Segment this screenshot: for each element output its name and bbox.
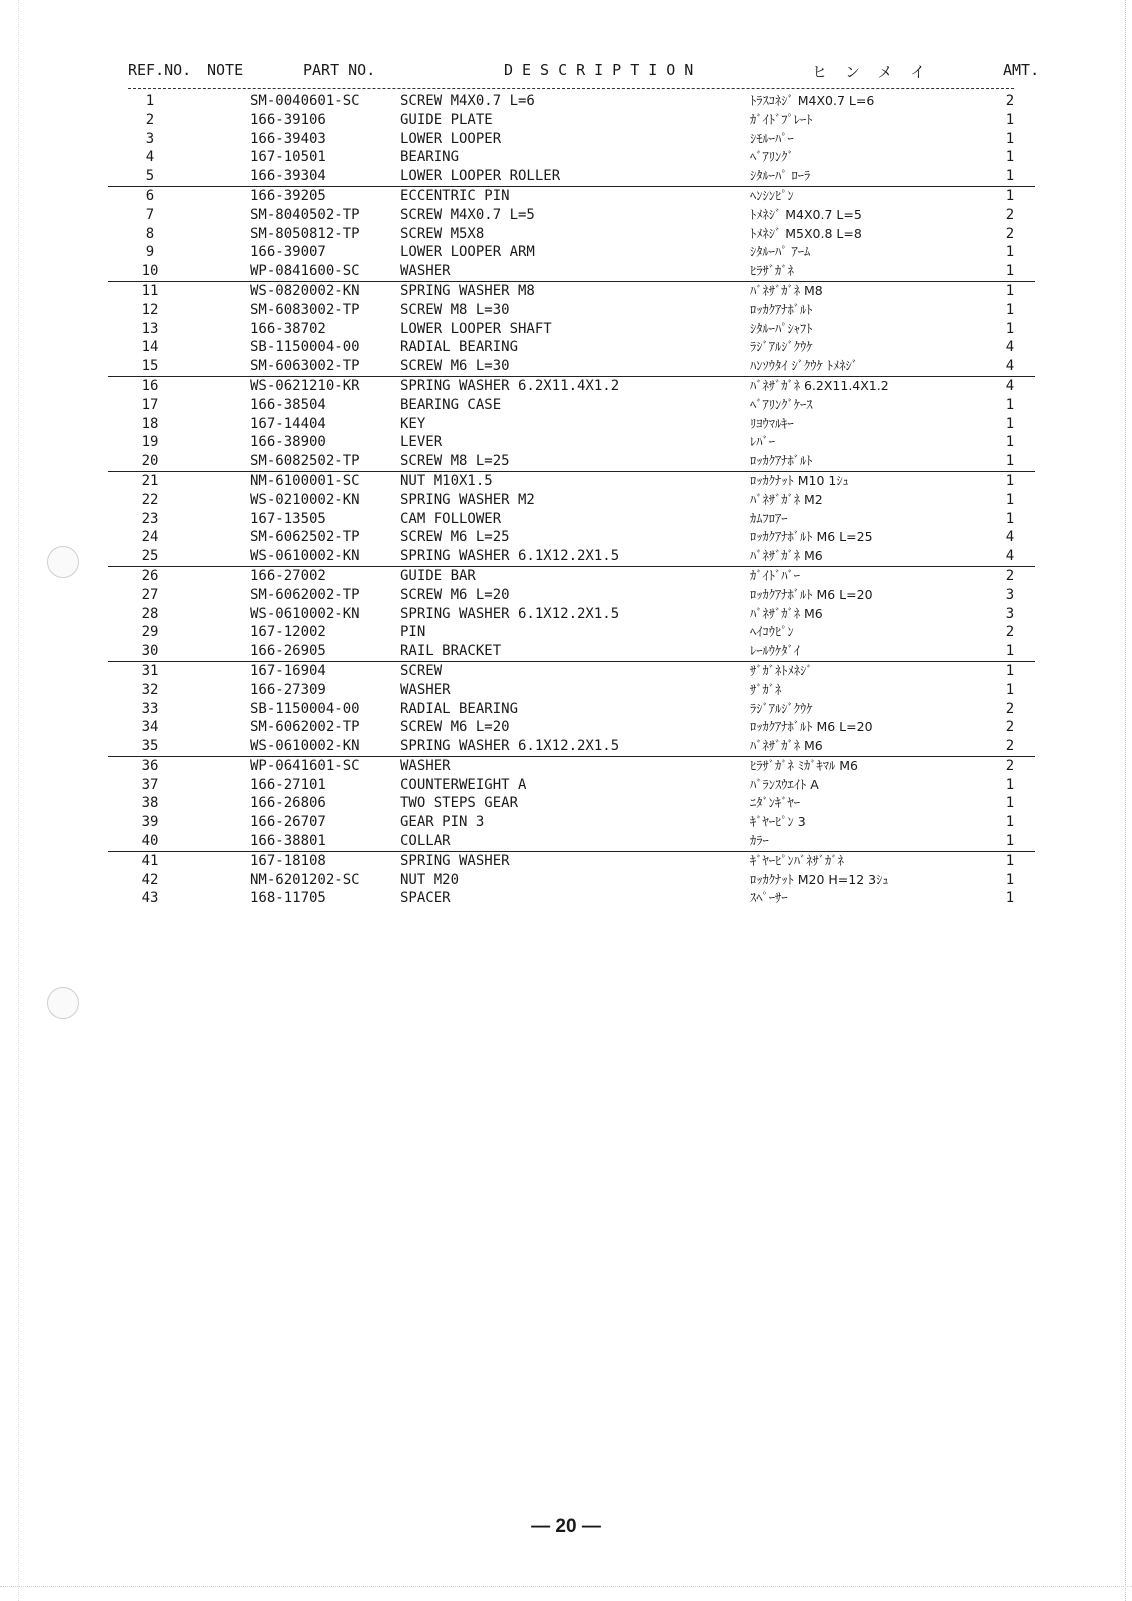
amt-cell: 2 <box>1005 206 1015 223</box>
amt-cell: 1 <box>1005 871 1015 888</box>
kana-cell: ﾄﾒﾈｼﾞ M4X0.7 L=5 <box>750 206 862 222</box>
ref-no-cell: 35 <box>141 738 159 755</box>
amt-cell: 1 <box>1005 168 1015 185</box>
amt-cell: 1 <box>1005 282 1015 299</box>
description-cell: SPACER <box>400 890 451 907</box>
part-no-cell: NM-6201202-SC <box>250 871 360 888</box>
description-cell: ECCENTRIC PIN <box>400 187 510 204</box>
kana-cell: ﾄﾗｽｺﾈｼﾞ M4X0.7 L=6 <box>750 93 875 108</box>
description-cell: SPRING WASHER M8 <box>400 282 535 299</box>
ref-no-cell: 13 <box>141 320 159 337</box>
part-no-cell: 167-10501 <box>250 149 326 166</box>
amt-cell: 4 <box>1005 377 1015 394</box>
kana-cell: ﾊﾞﾈｻﾞｶﾞﾈ M2 <box>750 491 823 507</box>
part-no-cell: 166-26806 <box>250 795 326 812</box>
header-ref-no: REF.NO. <box>128 61 192 79</box>
table-row <box>0 662 1132 681</box>
kana-cell: ﾊﾞﾈｻﾞｶﾞﾈ M8 <box>750 282 823 298</box>
part-no-cell: 166-27309 <box>250 681 326 698</box>
ref-no-cell: 4 <box>145 149 155 166</box>
kana-cell: ﾍﾞｱﾘﾝｸﾞｹｰｽ <box>750 396 813 412</box>
ref-no-cell: 5 <box>145 168 155 185</box>
part-no-cell: 167-12002 <box>250 624 326 641</box>
ref-no-cell: 23 <box>141 510 159 527</box>
ref-no-cell: 28 <box>141 605 159 622</box>
part-no-cell: 166-26707 <box>250 814 326 831</box>
punch-hole <box>47 987 79 1019</box>
amt-cell: 1 <box>1005 111 1015 128</box>
table-row <box>0 472 1132 491</box>
amt-cell: 1 <box>1005 833 1015 850</box>
amt-cell: 1 <box>1005 795 1015 812</box>
description-cell: KEY <box>400 415 426 432</box>
description-cell: CAM FOLLOWER <box>400 510 502 527</box>
table-row <box>0 757 1132 776</box>
description-cell: LOWER LOOPER SHAFT <box>400 320 552 337</box>
ref-no-cell: 29 <box>141 624 159 641</box>
description-cell: COUNTERWEIGHT A <box>400 776 527 793</box>
table-row <box>0 510 1132 529</box>
part-no-cell: 167-13505 <box>250 510 326 527</box>
kana-cell: ｼﾀﾙｰﾊﾟ ｱｰﾑ <box>750 244 811 260</box>
table-row <box>0 225 1132 244</box>
description-cell: WASHER <box>400 757 451 774</box>
table-row <box>0 871 1132 890</box>
kana-cell: ﾆﾀﾞﾝｷﾞﾔｰ <box>750 795 801 811</box>
description-cell: GEAR PIN 3 <box>400 814 485 831</box>
part-no-cell: SM-6082502-TP <box>250 453 360 470</box>
part-no-cell: SM-6062002-TP <box>250 586 360 603</box>
description-cell: WASHER <box>400 681 451 698</box>
kana-cell: ﾊﾝｿｳﾀｲ ｼﾞｸｳｹ ﾄﾒﾈｼﾞ <box>750 358 858 374</box>
part-no-cell: 166-38504 <box>250 396 326 413</box>
description-cell: LOWER LOOPER ROLLER <box>400 168 561 185</box>
part-no-cell: WS-0610002-KN <box>250 605 360 622</box>
amt-cell: 3 <box>1005 605 1015 622</box>
amt-cell: 2 <box>1005 225 1015 242</box>
part-no-cell: WS-0621210-KR <box>250 377 360 394</box>
kana-cell: ﾊﾞﾈｻﾞｶﾞﾈ 6.2X11.4X1.2 <box>750 377 889 393</box>
ref-no-cell: 15 <box>141 358 159 375</box>
amt-cell: 1 <box>1005 301 1015 318</box>
description-cell: SPRING WASHER 6.1X12.2X1.5 <box>400 548 620 565</box>
table-row <box>0 338 1132 357</box>
kana-cell: ﾘﾖｳﾏﾙｷｰ <box>750 415 794 431</box>
table-row <box>0 148 1132 167</box>
part-no-cell: 166-39403 <box>250 130 326 147</box>
page-number: — 20 — <box>531 1516 601 1537</box>
ref-no-cell: 24 <box>141 529 159 546</box>
table-row <box>0 794 1132 813</box>
description-cell: SPRING WASHER <box>400 852 510 869</box>
description-cell: PIN <box>400 624 426 641</box>
description-cell: WASHER <box>400 263 451 280</box>
description-cell: SCREW M4X0.7 L=6 <box>400 93 535 109</box>
amt-cell: 1 <box>1005 643 1015 660</box>
kana-cell: ﾛｯｶｸｱﾅﾎﾞﾙﾄ M6 L=20 <box>750 719 873 735</box>
kana-cell: ﾋﾗｻﾞｶﾞﾈ ﾐｶﾞｷﾏﾙ M6 <box>750 757 858 773</box>
table-row <box>0 301 1132 320</box>
table-row <box>0 187 1132 206</box>
table-row <box>0 111 1132 130</box>
ref-no-cell: 22 <box>141 491 159 508</box>
ref-no-cell: 16 <box>141 377 159 394</box>
part-no-cell: SM-8040502-TP <box>250 206 360 223</box>
part-no-cell: 166-39205 <box>250 187 326 204</box>
part-no-cell: 167-16904 <box>250 662 326 679</box>
description-cell: SPRING WASHER M2 <box>400 491 535 508</box>
part-no-cell: WS-0210002-KN <box>250 491 360 508</box>
part-no-cell: SM-6062002-TP <box>250 719 360 736</box>
part-no-cell: SM-8050812-TP <box>250 225 360 242</box>
part-no-cell: WS-0610002-KN <box>250 738 360 755</box>
table-row <box>0 415 1132 434</box>
ref-no-cell: 2 <box>145 111 155 128</box>
table-row <box>0 776 1132 795</box>
description-cell: SPRING WASHER 6.1X12.2X1.5 <box>400 605 620 622</box>
table-row <box>0 813 1132 832</box>
amt-cell: 1 <box>1005 130 1015 147</box>
ref-no-cell: 3 <box>145 130 155 147</box>
description-cell: TWO STEPS GEAR <box>400 795 519 812</box>
ref-no-cell: 34 <box>141 719 159 736</box>
description-cell: LOWER LOOPER ARM <box>400 244 535 261</box>
amt-cell: 2 <box>1005 93 1015 109</box>
description-cell: BEARING <box>400 149 460 166</box>
part-no-cell: SM-0040601-SC <box>250 93 360 109</box>
kana-cell: ﾍﾝｼﾝﾋﾟﾝ <box>750 187 794 203</box>
description-cell: SCREW M8 L=30 <box>400 301 510 318</box>
kana-cell: ﾊﾞﾈｻﾞｶﾞﾈ M6 <box>750 738 823 754</box>
ref-no-cell: 32 <box>141 681 159 698</box>
amt-cell: 1 <box>1005 814 1015 831</box>
ref-no-cell: 37 <box>141 776 159 793</box>
kana-cell: ﾚﾊﾞｰ <box>750 434 776 450</box>
description-cell: NUT M20 <box>400 871 460 888</box>
amt-cell: 1 <box>1005 320 1015 337</box>
kana-cell: ﾍｲｺｳﾋﾟﾝ <box>750 624 794 640</box>
kana-cell: ｻﾞｶﾞﾈ <box>750 681 782 697</box>
table-header <box>0 55 1132 85</box>
kana-cell: ﾗｼﾞｱﾙｼﾞｸｳｹ <box>750 700 813 716</box>
kana-cell: ﾍﾞｱﾘﾝｸﾞ <box>750 149 794 165</box>
description-cell: SPRING WASHER 6.2X11.4X1.2 <box>400 377 620 394</box>
ref-no-cell: 39 <box>141 814 159 831</box>
table-row <box>0 206 1132 225</box>
kana-cell: ﾛｯｶｸﾅｯﾄ M10 1ｼｭ <box>750 472 849 488</box>
table-row <box>0 433 1132 452</box>
kana-cell: ｼﾓﾙｰﾊﾟｰ <box>750 130 794 146</box>
description-cell: RADIAL BEARING <box>400 339 519 356</box>
description-cell: BEARING CASE <box>400 396 502 413</box>
header-description: DESCRIPTION <box>504 61 703 79</box>
table-row <box>0 718 1132 737</box>
description-cell: SCREW M6 L=20 <box>400 719 510 736</box>
part-no-cell: WS-0820002-KN <box>250 282 360 299</box>
table-row <box>0 491 1132 510</box>
kana-cell: ｼﾀﾙｰﾊﾟｼｬﾌﾄ <box>750 320 813 336</box>
table-row <box>0 92 1132 111</box>
amt-cell: 4 <box>1005 358 1015 375</box>
amt-cell: 2 <box>1005 738 1015 755</box>
part-no-cell: WP-0641601-SC <box>250 757 360 774</box>
amt-cell: 1 <box>1005 681 1015 698</box>
part-no-cell: 166-27002 <box>250 567 326 584</box>
header-kana: ヒンメイ <box>812 63 944 81</box>
part-no-cell: 166-27101 <box>250 776 326 793</box>
ref-no-cell: 6 <box>145 187 155 204</box>
part-no-cell: 166-38900 <box>250 434 326 451</box>
kana-cell: ﾛｯｶｸﾅｯﾄ M20 H=12 3ｼｭ <box>750 871 889 887</box>
description-cell: SCREW M8 L=25 <box>400 453 510 470</box>
amt-cell: 2 <box>1005 719 1015 736</box>
description-cell: SCREW M6 L=20 <box>400 586 510 603</box>
amt-cell: 2 <box>1005 757 1015 774</box>
description-cell: LOWER LOOPER <box>400 130 502 147</box>
table-row <box>108 357 1035 377</box>
description-cell: SCREW M6 L=30 <box>400 358 510 375</box>
table-row <box>0 243 1132 262</box>
kana-cell: ﾄﾒﾈｼﾞ M5X0.8 L=8 <box>750 225 862 241</box>
description-cell: GUIDE BAR <box>400 567 476 584</box>
table-row <box>108 452 1035 472</box>
ref-no-cell: 43 <box>141 890 159 907</box>
table-row <box>108 547 1035 567</box>
amt-cell: 1 <box>1005 434 1015 451</box>
ref-no-cell: 19 <box>141 434 159 451</box>
amt-cell: 2 <box>1005 700 1015 717</box>
amt-cell: 2 <box>1005 624 1015 641</box>
table-row <box>108 642 1035 662</box>
description-cell: SCREW M4X0.7 L=5 <box>400 206 535 223</box>
header-note: NOTE <box>207 61 244 79</box>
amt-cell: 4 <box>1005 548 1015 565</box>
kana-cell: ﾊﾞﾗﾝｽｳｴｲﾄ A <box>750 776 819 792</box>
ref-no-cell: 40 <box>141 833 159 850</box>
table-row <box>0 681 1132 700</box>
part-no-cell: 167-18108 <box>250 852 326 869</box>
description-cell: SPRING WASHER 6.1X12.2X1.5 <box>400 738 620 755</box>
table-row <box>0 130 1132 149</box>
amt-cell: 1 <box>1005 263 1015 280</box>
ref-no-cell: 17 <box>141 396 159 413</box>
table-row <box>0 852 1132 871</box>
table-row <box>0 396 1132 415</box>
table-row <box>0 889 1132 908</box>
kana-cell: ﾊﾞﾈｻﾞｶﾞﾈ M6 <box>750 605 823 621</box>
kana-cell: ﾚｰﾙｳｹﾀﾞｲ <box>750 643 801 659</box>
ref-no-cell: 42 <box>141 871 159 888</box>
kana-cell: ｼﾀﾙｰﾊﾟ ﾛｰﾗ <box>750 168 811 184</box>
part-no-cell: WS-0610002-KN <box>250 548 360 565</box>
amt-cell: 2 <box>1005 567 1015 584</box>
ref-no-cell: 27 <box>141 586 159 603</box>
description-cell: LEVER <box>400 434 443 451</box>
kana-cell: ｷﾞﾔｰﾋﾟﾝﾊﾞﾈｻﾞｶﾞﾈ <box>750 852 844 868</box>
amt-cell: 4 <box>1005 339 1015 356</box>
description-cell: RADIAL BEARING <box>400 700 519 717</box>
description-cell: NUT M10X1.5 <box>400 472 493 489</box>
part-no-cell: 168-11705 <box>250 890 326 907</box>
amt-cell: 1 <box>1005 149 1015 166</box>
description-cell: SCREW M5X8 <box>400 225 485 242</box>
table-row <box>108 167 1035 187</box>
amt-cell: 1 <box>1005 890 1015 907</box>
ref-no-cell: 18 <box>141 415 159 432</box>
ref-no-cell: 33 <box>141 700 159 717</box>
ref-no-cell: 1 <box>145 93 155 109</box>
ref-no-cell: 11 <box>141 282 159 299</box>
amt-cell: 1 <box>1005 491 1015 508</box>
ref-no-cell: 25 <box>141 548 159 565</box>
ref-no-cell: 14 <box>141 339 159 356</box>
part-no-cell: 166-39007 <box>250 244 326 261</box>
table-row <box>0 586 1132 605</box>
part-no-cell: 167-14404 <box>250 415 326 432</box>
kana-cell: ﾋﾗｻﾞｶﾞﾈ <box>750 263 794 279</box>
part-no-cell: WP-0841600-SC <box>250 263 360 280</box>
ref-no-cell: 38 <box>141 795 159 812</box>
ref-no-cell: 9 <box>145 244 155 261</box>
kana-cell: ﾛｯｶｸｱﾅﾎﾞﾙﾄ <box>750 453 813 469</box>
header-divider <box>128 88 1014 89</box>
header-part-no: PART NO. <box>303 61 376 79</box>
ref-no-cell: 36 <box>141 757 159 774</box>
part-no-cell: 166-38801 <box>250 833 326 850</box>
part-no-cell: SB-1150004-00 <box>250 339 360 356</box>
header-amt: AMT. <box>1003 61 1040 79</box>
part-no-cell: 166-26905 <box>250 643 326 660</box>
description-cell: RAIL BRACKET <box>400 643 502 660</box>
amt-cell: 1 <box>1005 776 1015 793</box>
amt-cell: 1 <box>1005 510 1015 527</box>
table-row <box>0 700 1132 719</box>
ref-no-cell: 12 <box>141 301 159 318</box>
kana-cell: ﾛｯｶｸｱﾅﾎﾞﾙﾄ M6 L=20 <box>750 586 873 602</box>
kana-cell: ｶﾗｰ <box>750 833 769 849</box>
kana-cell: ｶﾞｲﾄﾞﾊﾞｰ <box>750 567 801 583</box>
kana-cell: ｽﾍﾟｰｻｰ <box>750 890 788 906</box>
amt-cell: 4 <box>1005 529 1015 546</box>
table-row <box>0 282 1132 301</box>
description-cell: GUIDE PLATE <box>400 111 493 128</box>
part-no-cell: SM-6062502-TP <box>250 529 360 546</box>
part-no-cell: 166-38702 <box>250 320 326 337</box>
kana-cell: ﾗｼﾞｱﾙｼﾞｸｳｹ <box>750 339 813 355</box>
table-row <box>108 832 1035 852</box>
kana-cell: ｷﾞﾔｰﾋﾟﾝ 3 <box>750 814 806 830</box>
part-no-cell: SM-6063002-TP <box>250 358 360 375</box>
table-row <box>0 377 1132 396</box>
ref-no-cell: 7 <box>145 206 155 223</box>
part-no-cell: SB-1150004-00 <box>250 700 360 717</box>
page-edge-bottom <box>0 1586 1132 1587</box>
kana-cell: ﾊﾞﾈｻﾞｶﾞﾈ M6 <box>750 548 823 564</box>
ref-no-cell: 30 <box>141 643 159 660</box>
amt-cell: 1 <box>1005 453 1015 470</box>
part-no-cell: NM-6100001-SC <box>250 472 360 489</box>
table-row <box>0 605 1132 624</box>
amt-cell: 1 <box>1005 396 1015 413</box>
amt-cell: 1 <box>1005 852 1015 869</box>
description-cell: SCREW <box>400 662 443 679</box>
ref-no-cell: 20 <box>141 453 159 470</box>
description-cell: COLLAR <box>400 833 451 850</box>
ref-no-cell: 21 <box>141 472 159 489</box>
part-no-cell: 166-39304 <box>250 168 326 185</box>
amt-cell: 1 <box>1005 244 1015 261</box>
description-cell: SCREW M6 L=25 <box>400 529 510 546</box>
kana-cell: ﾛｯｶｸｱﾅﾎﾞﾙﾄ <box>750 301 813 317</box>
table-row <box>0 320 1132 339</box>
ref-no-cell: 26 <box>141 567 159 584</box>
parts-table <box>0 92 1132 908</box>
amt-cell: 1 <box>1005 472 1015 489</box>
table-row <box>0 567 1132 586</box>
kana-cell: ｶﾞｲﾄﾞﾌﾟﾚｰﾄ <box>750 111 813 127</box>
ref-no-cell: 31 <box>141 662 159 679</box>
part-no-cell: SM-6083002-TP <box>250 301 360 318</box>
kana-cell: ｶﾑﾌﾛｱｰ <box>750 510 788 526</box>
amt-cell: 1 <box>1005 662 1015 679</box>
kana-cell: ｻﾞｶﾞﾈﾄﾒﾈｼﾞ <box>750 662 813 678</box>
table-row <box>108 737 1035 757</box>
table-row <box>0 528 1132 547</box>
table-row <box>108 262 1035 282</box>
part-no-cell: 166-39106 <box>250 111 326 128</box>
ref-no-cell: 10 <box>141 263 159 280</box>
ref-no-cell: 8 <box>145 225 155 242</box>
table-row <box>0 623 1132 642</box>
ref-no-cell: 41 <box>141 852 159 869</box>
kana-cell: ﾛｯｶｸｱﾅﾎﾞﾙﾄ M6 L=25 <box>750 529 873 545</box>
amt-cell: 1 <box>1005 415 1015 432</box>
amt-cell: 1 <box>1005 187 1015 204</box>
amt-cell: 3 <box>1005 586 1015 603</box>
